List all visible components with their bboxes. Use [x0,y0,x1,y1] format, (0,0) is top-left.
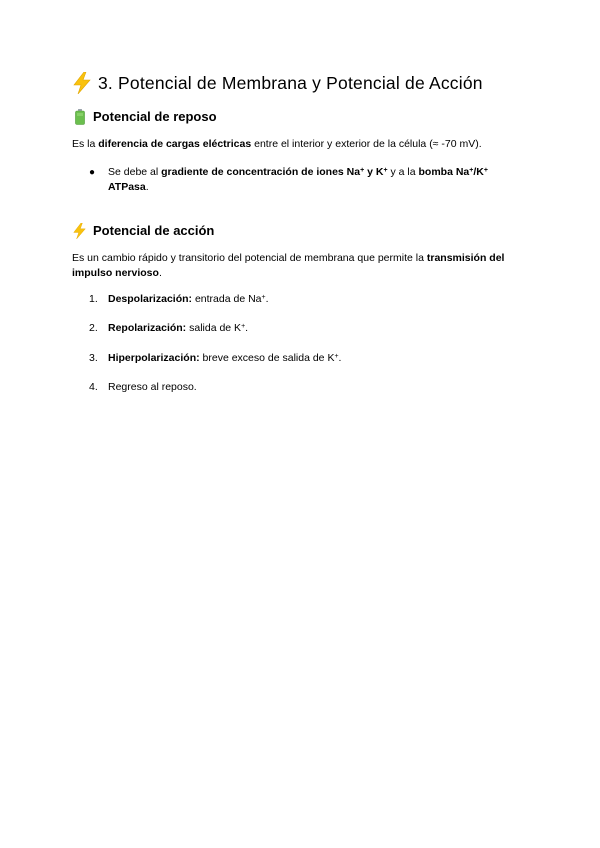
subheading-title: Potencial de reposo [93,109,217,124]
list-number: 3. [89,352,98,364]
text: . [145,181,149,193]
superscript: + [383,167,388,174]
text: y a la [387,166,419,178]
list-item-text [108,351,341,366]
superscript: + [261,294,266,301]
subheading-accion [72,222,214,240]
text: Es un cambio rápido y transitorio del potencial de membrana que permite la [72,252,427,264]
text: . [338,352,342,364]
superscript: + [469,167,474,174]
bold-text: gradiente de concentración de iones Na [161,166,361,178]
superscript: + [334,353,339,360]
list-item-text [108,292,269,307]
list-item-text [108,380,197,395]
list-number: 4. [89,381,98,393]
text: Regreso al reposo. [108,381,197,393]
bold-text: Despolarización: [108,293,193,305]
reposo-paragraph [72,137,530,152]
text: salida de K [186,322,242,334]
text: Se debe al [108,166,162,178]
text: entrada de Na [192,293,262,305]
superscript: + [360,167,365,174]
text: Es la [72,138,99,150]
text: . [245,322,249,334]
superscript: + [241,323,246,330]
battery-icon [72,109,87,125]
bold-text: /K [473,166,484,178]
bold-text: Repolarización: [108,322,187,334]
superscript: + [483,167,488,174]
list-number: 2. [89,322,98,334]
section-title: 3. Potencial de Membrana y Potencial de Acción [98,73,483,93]
list-item-text [108,321,248,336]
bold-text: Hiperpolarización: [108,352,200,364]
lightning-icon [72,223,87,239]
section-heading [72,70,483,96]
text: . [158,267,162,279]
lightning-icon [72,72,92,94]
subheading-title: Potencial de acción [93,223,215,238]
accion-paragraph [72,251,530,281]
subheading-reposo [72,108,217,126]
bold-text: transmisión del impulso nervioso [72,252,505,279]
text: breve exceso de salida de K [199,352,335,364]
bullet-icon: ● [89,167,96,178]
bold-text: ATPasa [108,181,146,193]
bold-text: diferencia de cargas eléctricas [98,138,252,150]
list-item-text [108,165,528,195]
list-number: 1. [89,293,98,305]
text: . [265,293,269,305]
text: entre el interior y exterior de la célula (≈ -70 mV). [251,138,482,150]
bold-text: bomba Na [418,166,470,178]
bold-text: y K [364,166,384,178]
